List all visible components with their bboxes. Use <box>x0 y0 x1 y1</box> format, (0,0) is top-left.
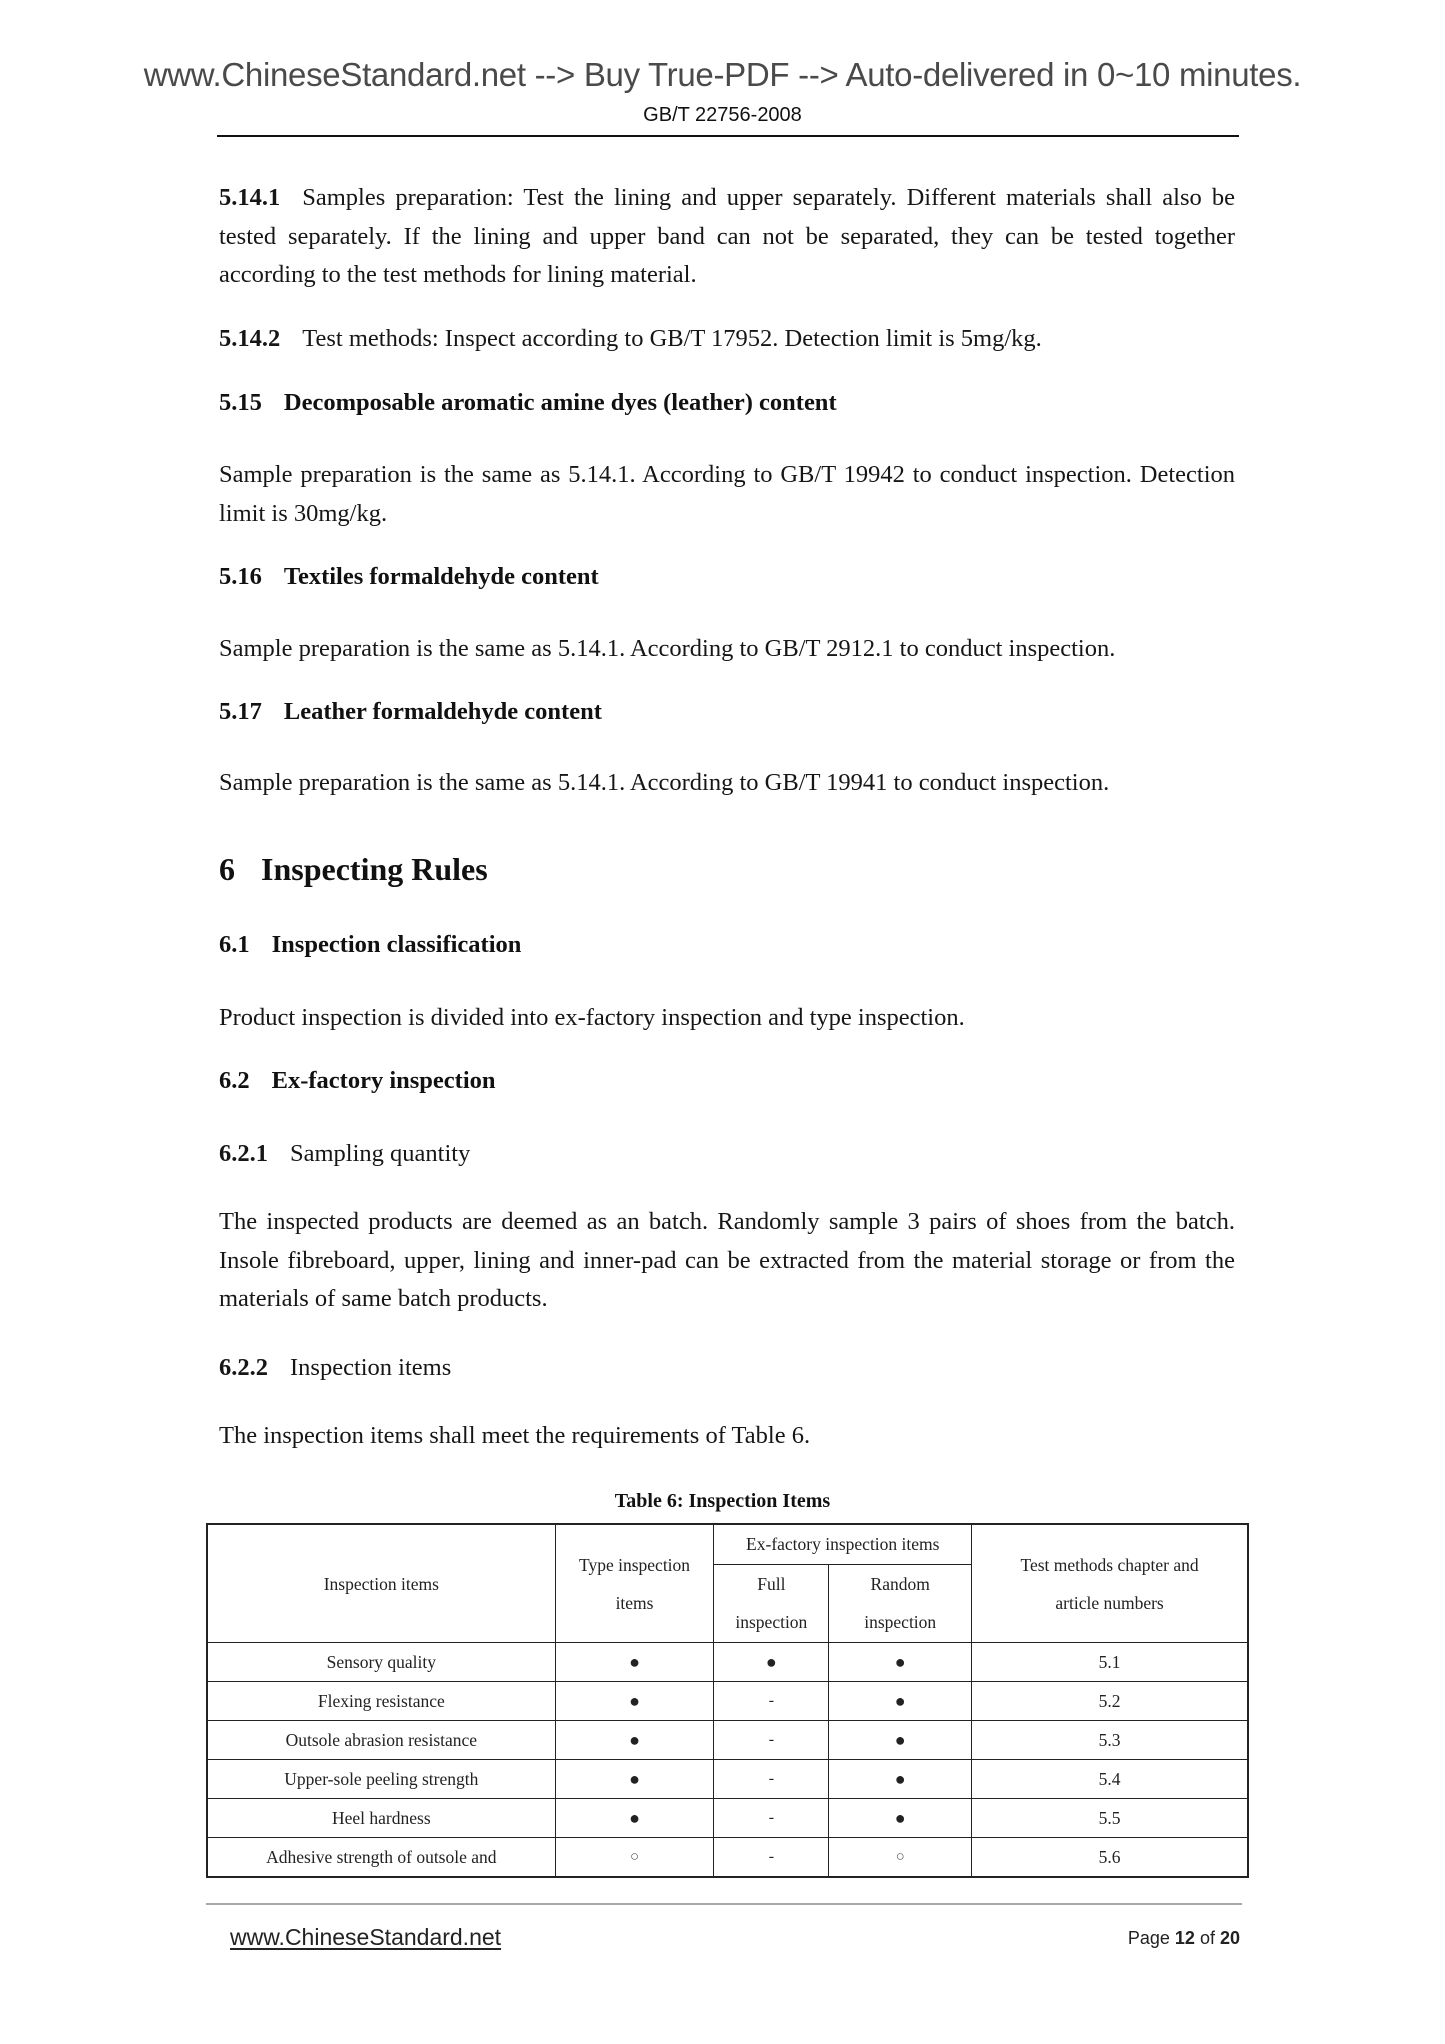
cell-item: Upper-sole peeling strength <box>207 1760 555 1799</box>
page-of: of <box>1199 1928 1215 1948</box>
section-text: Samples preparation: Test the lining and upper separately. Different materials shall also be tested separately. If the lining and upper band can not be separated, they can be tested together according to the test methods for lining material. <box>219 184 1235 288</box>
cell-item: Heel hardness <box>207 1799 555 1838</box>
cell-method: 5.4 <box>972 1760 1248 1799</box>
table-row <box>207 1760 1248 1799</box>
table-row <box>207 1643 1248 1682</box>
section-number: 5.14.2 <box>219 325 281 352</box>
cell-full-mark: - <box>714 1799 829 1838</box>
heading-5-17 <box>219 698 602 726</box>
cell-item: Sensory quality <box>207 1643 555 1682</box>
heading-number: 5.16 <box>219 563 262 590</box>
paragraph-5-16: Sample preparation is the same as 5.14.1. According to GB/T 2912.1 to conduct inspection. <box>219 635 1116 662</box>
heading-number: 6.2 <box>219 1067 250 1094</box>
section-5-14-2 <box>219 320 1235 359</box>
paragraph-5-15: Sample preparation is the same as 5.14.1. According to GB/T 19942 to conduct inspection. Detection limit is 30mg/kg. <box>219 461 1235 527</box>
table-row <box>207 1799 1248 1838</box>
heading-number: 6 <box>219 851 235 887</box>
header-line: items <box>615 1592 654 1613</box>
heading-title: Inspection items <box>290 1354 452 1381</box>
header-random-inspection <box>829 1564 972 1642</box>
cell-full-mark: - <box>714 1682 829 1721</box>
heading-6 <box>219 851 488 888</box>
cell-random-mark: ● <box>829 1721 972 1760</box>
footer-website-link[interactable]: www.ChineseStandard.net <box>230 1924 502 1950</box>
heading-number: 5.17 <box>219 698 262 725</box>
cell-type-mark: ○ <box>555 1838 714 1878</box>
paragraph-6-1: Product inspection is divided into ex-factory inspection and type inspection. <box>219 1004 965 1031</box>
section-text: Test methods: Inspect according to GB/T 17952. Detection limit is 5mg/kg. <box>302 325 1042 352</box>
cell-item: Outsole abrasion resistance <box>207 1721 555 1760</box>
table-title: Table 6: Inspection Items <box>614 1490 831 1512</box>
header-full-inspection <box>714 1564 829 1642</box>
heading-number: 6.2.2 <box>219 1354 268 1381</box>
heading-6-2-2 <box>219 1349 1235 1388</box>
header-type-inspection <box>555 1524 714 1643</box>
cell-item: Adhesive strength of outsole and <box>207 1838 555 1878</box>
paragraph-6-2-1: The inspected products are deemed as an batch. Randomly sample 3 pairs of shoes from the batch. Insole fibreboard, upper, lining and inner-pad can be extracted from the material storage or from the materials of same batch products. <box>219 1208 1235 1312</box>
heading-title: Inspecting Rules <box>261 851 488 887</box>
header-inspection-items: Inspection items <box>207 1524 555 1643</box>
heading-number: 5.15 <box>219 389 262 416</box>
cell-method: 5.3 <box>972 1721 1248 1760</box>
paragraph-6-2-2: The inspection items shall meet the requirements of Table 6. <box>219 1422 811 1449</box>
cell-type-mark: ● <box>555 1721 714 1760</box>
header-line: inspection <box>864 1612 937 1633</box>
heading-5-16 <box>219 563 599 591</box>
cell-full-mark: - <box>714 1838 829 1878</box>
cell-method: 5.2 <box>972 1682 1248 1721</box>
page-number <box>1128 1928 1240 1949</box>
section-number: 5.14.1 <box>219 184 281 211</box>
cell-full-mark: - <box>714 1760 829 1799</box>
header-ex-factory: Ex-factory inspection items <box>714 1524 972 1564</box>
heading-title: Leather formaldehyde content <box>283 698 602 725</box>
table-row <box>207 1721 1248 1760</box>
header-line: Test methods chapter and <box>1020 1554 1199 1575</box>
header-line: article numbers <box>1055 1592 1164 1613</box>
standard-code: GB/T 22756-2008 <box>643 104 802 126</box>
cell-type-mark: ● <box>555 1799 714 1838</box>
heading-title: Textiles formaldehyde content <box>283 563 599 590</box>
cell-type-mark: ● <box>555 1643 714 1682</box>
cell-random-mark: ● <box>829 1682 972 1721</box>
paragraph-5-17: Sample preparation is the same as 5.14.1. According to GB/T 19941 to conduct inspection. <box>219 769 1110 796</box>
header-line: Type inspection <box>579 1554 691 1575</box>
heading-title: Inspection classification <box>271 931 522 958</box>
heading-6-2 <box>219 1067 496 1095</box>
cell-random-mark: ● <box>829 1760 972 1799</box>
cell-method: 5.6 <box>972 1838 1248 1878</box>
page-current: 12 <box>1174 1928 1195 1948</box>
heading-6-1 <box>219 931 521 959</box>
cell-full-mark: - <box>714 1721 829 1760</box>
page-total: 20 <box>1219 1928 1240 1948</box>
heading-6-2-1 <box>219 1135 1235 1174</box>
inspection-items-table <box>206 1523 1249 1878</box>
heading-5-15 <box>219 389 837 417</box>
cell-type-mark: ● <box>555 1682 714 1721</box>
cell-method: 5.5 <box>972 1799 1248 1838</box>
cell-type-mark: ● <box>555 1760 714 1799</box>
cell-item: Flexing resistance <box>207 1682 555 1721</box>
table-row <box>207 1682 1248 1721</box>
heading-number: 6.2.1 <box>219 1140 268 1167</box>
header-divider <box>217 135 1239 137</box>
footer-divider <box>206 1903 1242 1905</box>
cell-random-mark: ○ <box>829 1838 972 1878</box>
heading-title: Ex-factory inspection <box>271 1067 496 1094</box>
header-line: inspection <box>735 1612 808 1633</box>
promo-banner: www.ChineseStandard.net --> Buy True-PDF --> Auto-delivered in 0~10 minutes. <box>143 56 1302 93</box>
cell-random-mark: ● <box>829 1643 972 1682</box>
table-row <box>207 1838 1248 1878</box>
header-test-methods <box>972 1524 1248 1643</box>
cell-random-mark: ● <box>829 1799 972 1838</box>
section-5-14-1 <box>219 179 1235 295</box>
header-line: Random <box>870 1574 930 1595</box>
page-prefix: Page <box>1127 1928 1170 1948</box>
heading-number: 6.1 <box>219 931 250 958</box>
cell-full-mark: ● <box>714 1643 829 1682</box>
header-line: Full <box>757 1574 786 1595</box>
heading-title: Decomposable aromatic amine dyes (leather) content <box>283 389 837 416</box>
heading-title: Sampling quantity <box>290 1140 471 1167</box>
cell-method: 5.1 <box>972 1643 1248 1682</box>
